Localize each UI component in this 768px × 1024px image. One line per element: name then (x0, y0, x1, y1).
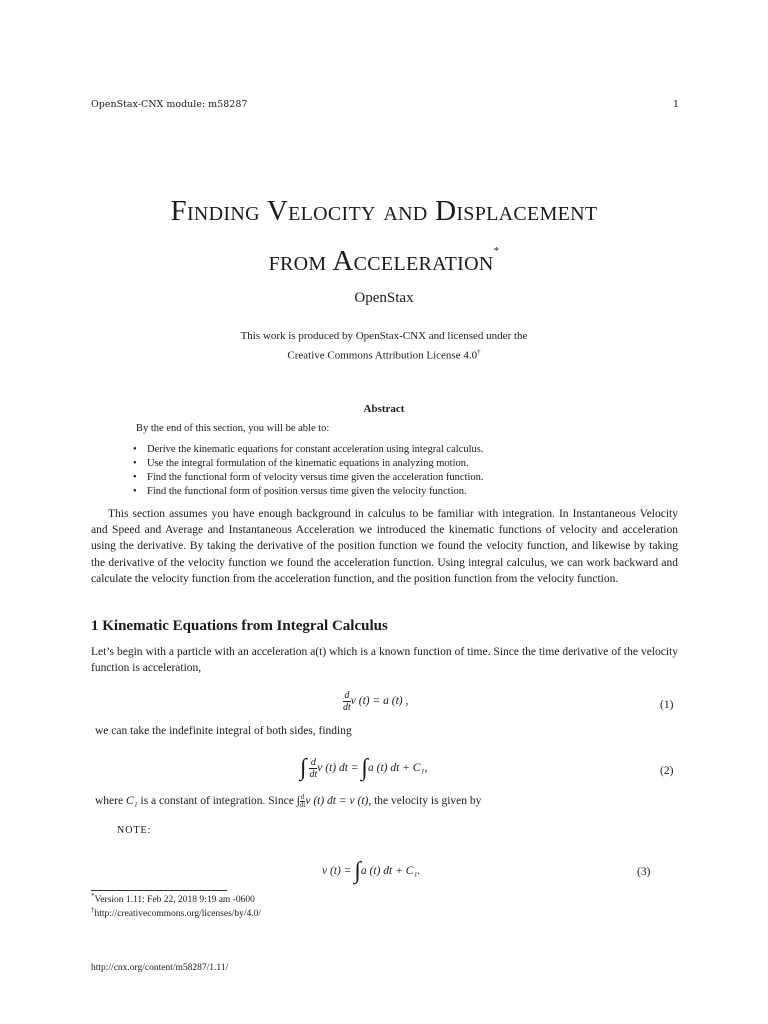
page-number: 1 (673, 99, 680, 110)
title-line-2 (0, 231, 768, 281)
license-footnote-mark: † (477, 348, 481, 356)
module-header: OpenStax-CNX module: m58287 (91, 99, 248, 110)
fraction-denominator: dt (309, 769, 318, 780)
author: OpenStax (354, 290, 414, 306)
list-item (133, 443, 483, 457)
bullet-icon: • (133, 458, 137, 469)
footnote-license-url[interactable] (91, 906, 261, 919)
abstract-intro: By the end of this section, you will be able to: (136, 423, 330, 434)
equation-1-continuation: we can take the indefinite integral of both sides, finding (95, 725, 352, 737)
list-item (133, 485, 483, 499)
equation-3-right: a (t) dt + C₁. (360, 865, 421, 878)
integral-sign: ∫ (354, 858, 361, 884)
equation-3-number: (3) (637, 866, 651, 878)
equation-3-left: v (t) = (322, 865, 352, 878)
footnote-mark: † (91, 906, 95, 914)
text-fragment: is a constant of integration. Since (140, 795, 294, 808)
equation-2-right: a (t) dt + C₁, (367, 762, 428, 775)
equation-2-number: (2) (660, 765, 674, 777)
bullet-icon: • (133, 486, 137, 497)
equation-3 (322, 858, 420, 885)
title-footnote-mark: * (493, 245, 500, 257)
fraction-denominator: dt (299, 801, 306, 809)
integral-sign: ∫ (300, 755, 307, 781)
learning-objectives-list (133, 443, 483, 499)
license-line-2 (0, 344, 768, 364)
section-heading: 1 Kinematic Equations from Integral Calculus (91, 618, 388, 634)
license-line-2-text: Creative Commons Attribution License 4.0 (287, 349, 478, 362)
list-item (133, 471, 483, 485)
document-title (0, 191, 768, 281)
velocity-statement (95, 794, 481, 809)
license-statement (0, 328, 768, 364)
footnote-mark: * (91, 892, 95, 900)
title-line-2-text: from Acceleration (268, 245, 494, 277)
text-fragment: where (95, 795, 124, 808)
footnote-divider (91, 890, 227, 891)
title-line-1: Finding Velocity and Displacement (170, 195, 598, 227)
fraction-numerator: d (310, 757, 316, 768)
list-item-text: Derive the kinematic equations for constant acceleration using integral calculus. (147, 444, 484, 455)
list-item-text: Use the integral formulation of the kinematic equations in analyzing motion. (147, 458, 469, 469)
equation-2-left: v (t) dt = (317, 762, 359, 775)
license-line-1: This work is produced by OpenStax-CNX and licensed under the (240, 330, 528, 342)
integral-sign: ∫ (296, 795, 300, 808)
intro-paragraph: This section assumes you have enough background in calculus to be familiar with integration. In Instantaneous Velocity and Speed and Average and Instantaneous Acceleration we introduced the kinematic functions of velocity and acceleration using the derivative. By taking the derivative of the position function we found the velocity function, and likewise by taking the derivative of the velocity function we found the acceleration function. Using integral calculus, we can work backward and calculate the velocity function from the acceleration function, and the position function from the velocity function. (91, 508, 678, 585)
footnote-version (91, 892, 255, 905)
equation-1-number: (1) (660, 699, 674, 711)
section-paragraph: Let’s begin with a particle with an acceleration a(t) which is a known function of time. Since the time derivative of the velocity function is acceleration, (91, 646, 678, 675)
fraction-numerator: d (300, 793, 305, 801)
equation-2 (300, 755, 427, 782)
footer-url[interactable]: http://cnx.org/content/m58287/1.11/ (91, 963, 229, 973)
integral-sign: ∫ (361, 755, 368, 781)
bullet-icon: • (133, 444, 137, 455)
equation-1-body: v (t) = a (t) , (350, 695, 409, 708)
derivative-fraction (343, 690, 351, 713)
text-fragment: the velocity is given by (374, 795, 482, 808)
list-item-text: Find the functional form of position versus time given the velocity function. (147, 486, 467, 497)
fraction-numerator: d (344, 690, 350, 701)
equation-1 (343, 690, 408, 713)
footnote-text: Version 1.11: Feb 22, 2018 9:19 am -0600 (94, 895, 255, 906)
constant-symbol: C₁ (125, 795, 138, 808)
abstract-heading: Abstract (363, 403, 405, 415)
inline-formula: v (t) dt = v (t), (305, 795, 372, 808)
bullet-icon: • (133, 472, 137, 483)
fraction-denominator: dt (343, 702, 351, 713)
note-label: NOTE: (117, 825, 152, 836)
list-item (133, 457, 483, 471)
list-item-text: Find the functional form of velocity versus time given the acceleration function. (147, 472, 484, 483)
inline-integral (297, 795, 372, 807)
license-link[interactable]: http://creativecommons.org/licenses/by/4.0/ (94, 909, 262, 920)
